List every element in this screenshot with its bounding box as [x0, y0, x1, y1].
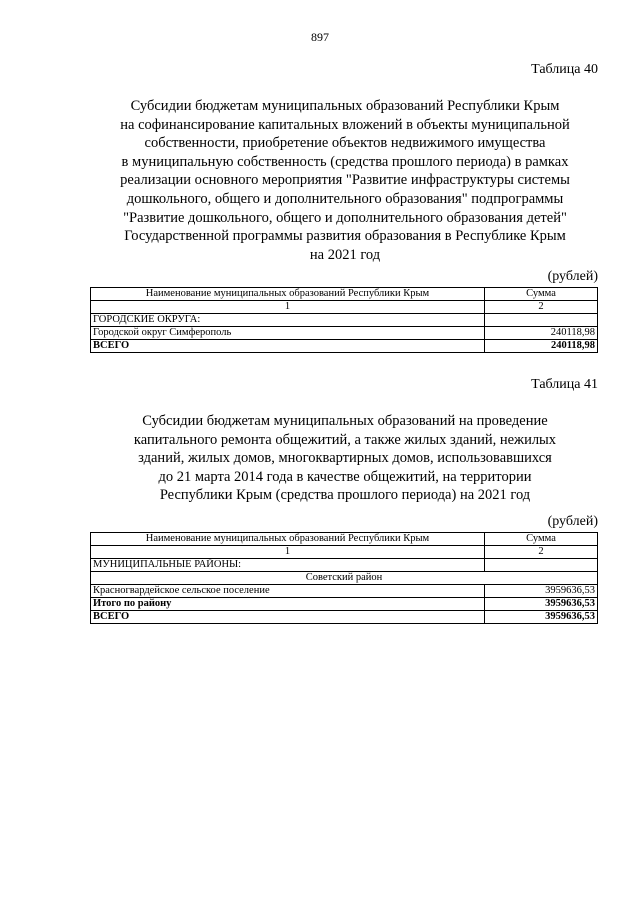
- column-number: 1: [91, 546, 485, 559]
- title-line: дошкольного, общего и дополнительного образования" подпрограммы: [126, 190, 564, 207]
- title-line: Субсидии бюджетам муниципальных образований на проведение: [142, 413, 548, 429]
- empty-cell: [485, 314, 598, 327]
- title-line: Субсидии бюджетам муниципальных образований Республики Крым: [130, 98, 560, 114]
- column-number: 1: [91, 301, 485, 314]
- municipality-name: Городской округ Симферополь: [91, 327, 485, 340]
- table-40-label: Таблица 40: [531, 62, 598, 77]
- units-label: (рублей): [547, 269, 598, 284]
- total-row: [91, 611, 598, 624]
- title-line: до 21 марта 2014 года в качестве общежитий, на территории: [158, 468, 532, 485]
- title-line: реализации основного мероприятия "Развитие инфраструктуры системы: [120, 172, 570, 189]
- district-row: [91, 572, 598, 585]
- section-label: МУНИЦИПАЛЬНЫЕ РАЙОНЫ:: [91, 559, 485, 572]
- total-label: ВСЕГО: [91, 340, 485, 353]
- amount: 3959636,53: [485, 585, 598, 598]
- empty-cell: [485, 559, 598, 572]
- header-sum: Сумма: [485, 533, 598, 546]
- table-40: [90, 287, 598, 353]
- header-sum: Сумма: [485, 288, 598, 301]
- district-total-row: [91, 598, 598, 611]
- title-line: на софинансирование капитальных вложений в объекты муниципальной: [120, 116, 570, 133]
- total-row: [91, 340, 598, 353]
- total-label: ВСЕГО: [91, 611, 485, 624]
- title-line: Республики Крым (средства прошлого периода) на 2021 год: [159, 487, 531, 504]
- title-line: Государственной программы развития образования в Республике Крым: [124, 228, 566, 245]
- column-number-row: [91, 301, 598, 314]
- table-row: [91, 585, 598, 598]
- table-header-row: [91, 288, 598, 301]
- total-amount: 240118,98: [485, 340, 598, 353]
- municipality-name: Красногвардейское сельское поселение: [91, 585, 485, 598]
- total-amount: 3959636,53: [485, 611, 598, 624]
- section-row: [91, 314, 598, 327]
- title-line: "Развитие дошкольного, общего и дополнительного образования детей": [123, 209, 567, 226]
- header-name: Наименование муниципальных образований Республики Крым: [91, 533, 485, 546]
- table-41-label: Таблица 41: [531, 377, 598, 392]
- table-41-title: [90, 412, 600, 505]
- title-line: капитального ремонта общежитий, а также жилых зданий, нежилых: [133, 431, 557, 448]
- page-number: 897: [311, 30, 329, 44]
- column-number-row: [91, 546, 598, 559]
- district-name: Советский район: [91, 572, 598, 585]
- table-41: [90, 532, 598, 624]
- header-name: Наименование муниципальных образований Республики Крым: [91, 288, 485, 301]
- column-number: 2: [485, 546, 598, 559]
- section-label: ГОРОДСКИЕ ОКРУГА:: [91, 314, 485, 327]
- district-total-amount: 3959636,53: [485, 598, 598, 611]
- title-line: зданий, жилых домов, многоквартирных домов, использовавшихся: [138, 450, 552, 467]
- table-40-title: [90, 97, 600, 264]
- column-number: 2: [485, 301, 598, 314]
- table-header-row: [91, 533, 598, 546]
- title-line: в муниципальную собственность (средства прошлого периода) в рамках: [121, 153, 569, 170]
- amount: 240118,98: [485, 327, 598, 340]
- title-line: на 2021 год: [309, 246, 381, 263]
- units-label: (рублей): [547, 514, 598, 529]
- section-row: [91, 559, 598, 572]
- title-line: собственности, приобретение объектов недвижимого имущества: [144, 135, 546, 152]
- district-total-label: Итого по району: [91, 598, 485, 611]
- table-row: [91, 327, 598, 340]
